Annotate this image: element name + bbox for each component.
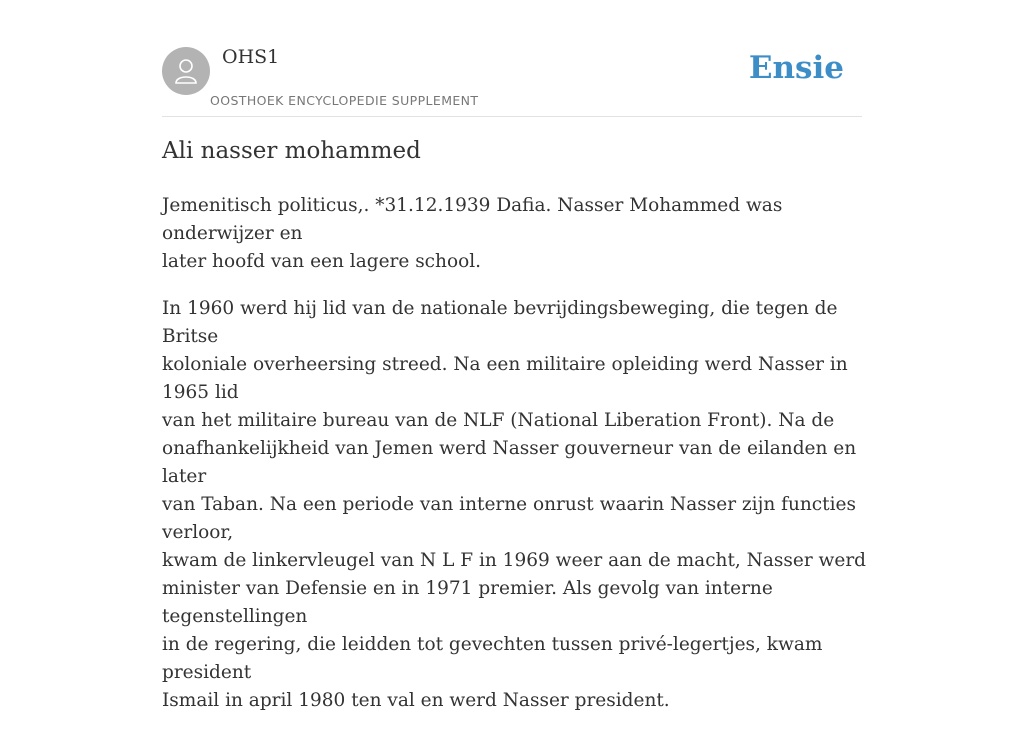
text-line: koloniale overheersing streed. Na een militaire opleiding werd Nasser in 1965 lid bbox=[162, 354, 848, 403]
avatar[interactable] bbox=[162, 47, 210, 95]
article-body bbox=[162, 192, 872, 734]
text-line: In 1960 werd hij lid van de nationale bevrijdingsbeweging, die tegen de Britse bbox=[162, 298, 838, 347]
text-line: kwam de linkervleugel van N L F in 1969 weer aan de macht, Nasser werd bbox=[162, 550, 867, 571]
ensie-logo[interactable]: Ensie bbox=[748, 50, 844, 86]
text-line: van het militaire bureau van de NLF (National Liberation Front). Na de bbox=[162, 410, 835, 431]
text-line: Jemenitisch politicus,. *31.12.1939 Dafia. Nasser Mohammed was onderwijzer en bbox=[162, 195, 783, 244]
paragraph-2 bbox=[162, 295, 872, 715]
paragraph-1 bbox=[162, 192, 872, 276]
text-line: minister van Defensie en in 1971 premier. Als gevolg van interne tegenstellingen bbox=[162, 578, 773, 627]
text-line: in de regering, die leidden tot gevechten tussen privé-legertjes, kwam president bbox=[162, 634, 823, 683]
text-line: onafhankelijkheid van Jemen werd Nasser gouverneur van de eilanden en later bbox=[162, 438, 857, 487]
author-name[interactable]: OHS1 bbox=[222, 46, 280, 68]
source-label[interactable]: OOSTHOEK ENCYCLOPEDIE SUPPLEMENT bbox=[210, 93, 479, 108]
text-line: van Taban. Na een periode van interne onrust waarin Nasser zijn functies verloor, bbox=[162, 494, 856, 543]
text-line: later hoofd van een lagere school. bbox=[162, 251, 482, 272]
article-title: Ali nasser mohammed bbox=[162, 138, 421, 164]
text-line: Ismail in april 1980 ten val en werd Nasser president. bbox=[162, 690, 670, 711]
article-header bbox=[162, 0, 862, 117]
user-icon bbox=[171, 56, 201, 86]
